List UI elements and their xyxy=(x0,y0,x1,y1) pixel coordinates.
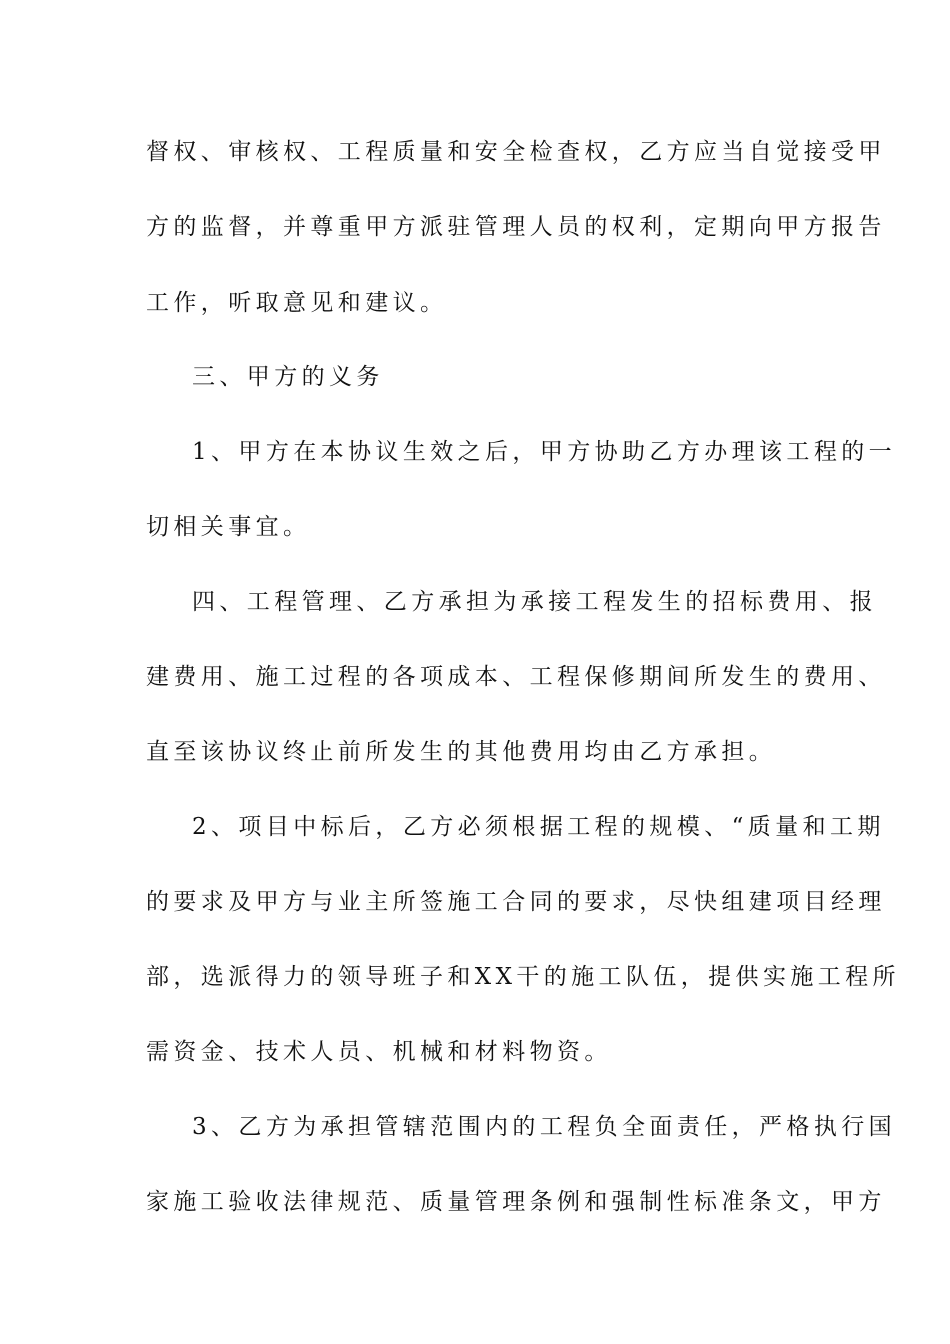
text-line: 1、甲方在本协议生效之后，甲方协助乙方办理该工程的一 xyxy=(192,439,897,465)
text-line: 督权、审核权、工程质量和安全检查权，乙方应当自觉接受甲 xyxy=(146,139,886,165)
text-line: 方的监督，并尊重甲方派驻管理人员的权利，定期向甲方报告 xyxy=(146,214,886,240)
section-heading: 四、工程管理、乙方承担为承接工程发生的招标费用、报 xyxy=(192,589,877,615)
text-line: 3、乙方为承担管辖范围内的工程负全面责任，严格执行国 xyxy=(192,1114,897,1140)
text-line: 建费用、施工过程的各项成本、工程保修期间所发生的费用、 xyxy=(146,664,886,690)
text-line: 2、项目中标后，乙方必须根据工程的规模、“质量和工期 xyxy=(192,814,885,840)
text-line: 需资金、技术人员、机械和材料物资。 xyxy=(146,1039,612,1065)
text-line: 直至该协议终止前所发生的其他费用均由乙方承担。 xyxy=(146,739,777,765)
text-line: 切相关事宜。 xyxy=(146,514,311,540)
text-line: 工作，听取意见和建议。 xyxy=(146,290,448,316)
text-line: 的要求及甲方与业主所签施工合同的要求，尽快组建项目经理 xyxy=(146,889,886,915)
section-heading: 三、甲方的义务 xyxy=(192,364,384,390)
text-line: 部，选派得力的领导班子和XX干的施工队伍，提供实施工程所 xyxy=(146,964,900,990)
text-line: 家施工验收法律规范、质量管理条例和强制性标准条文，甲方 xyxy=(146,1189,886,1215)
